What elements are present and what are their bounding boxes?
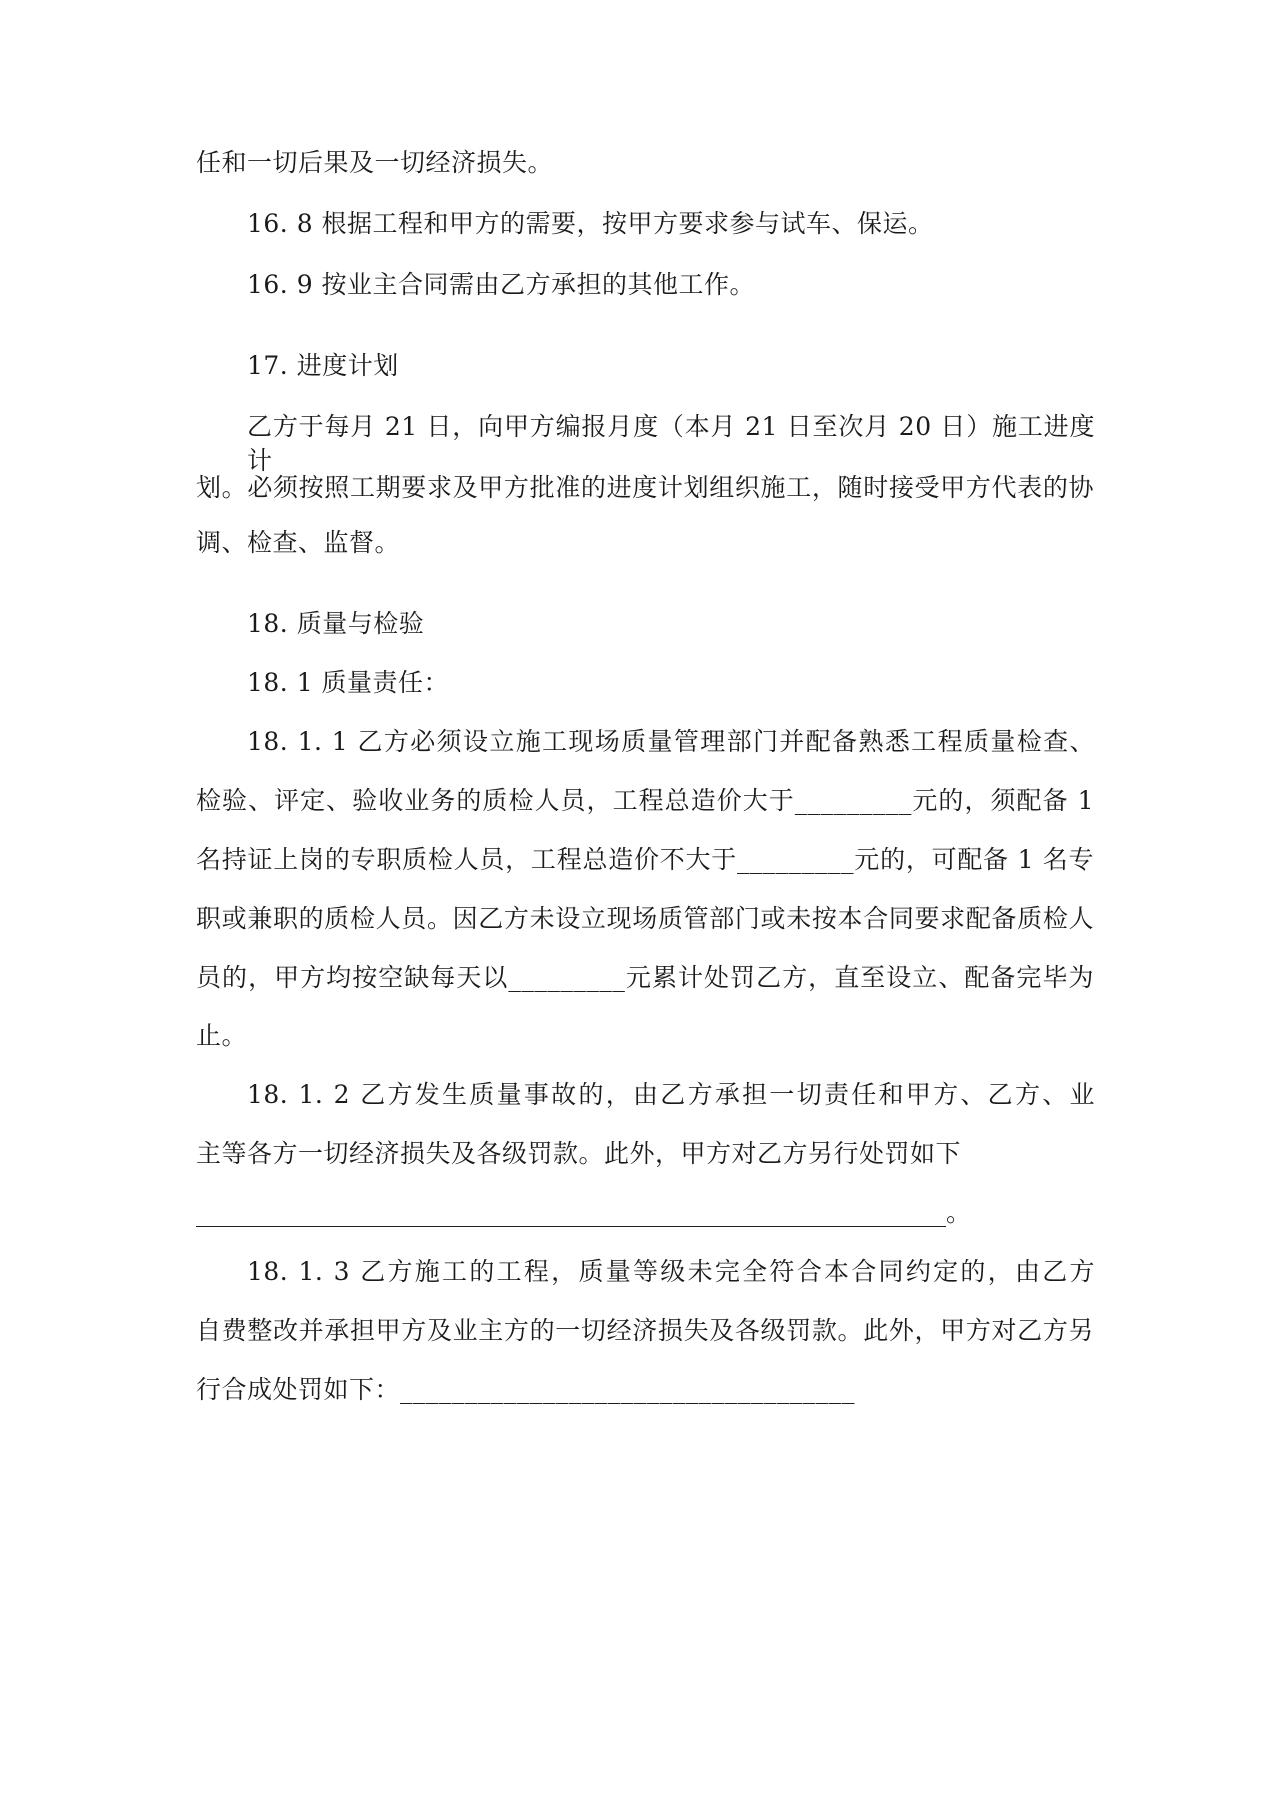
section-heading-18: 18. 质量与检验 <box>247 609 425 638</box>
clause-16-9: 16. 9 按业主合同需由乙方承担的其他工作。 <box>247 270 756 299</box>
blank-fill-line: ____________________________________________________________。 <box>196 1198 972 1227</box>
paragraph-line: 任和一切后果及一切经济损失。 <box>196 148 554 177</box>
paragraph-line: 员的，甲方均按空缺每天以_________元累计处罚乙方，直至设立、配备完毕为 <box>196 963 1094 992</box>
paragraph-line: 职或兼职的质检人员。因乙方未设立现场质管部门或未按本合同要求配备质检人 <box>196 904 1094 933</box>
clause-18-1-2: 18. 1. 2 乙方发生质量事故的，由乙方承担一切责任和甲方、乙方、业 <box>247 1080 1096 1109</box>
paragraph-line: 止。 <box>196 1021 248 1050</box>
paragraph-line: 调、检查、监督。 <box>196 528 401 557</box>
paragraph-line: 行合成处罚如下：___________________________________ <box>196 1375 856 1404</box>
clause-16-8: 16. 8 根据工程和甲方的需要，按甲方要求参与试车、保运。 <box>247 209 934 238</box>
paragraph-line: 名持证上岗的专职质检人员，工程总造价不大于_________元的，可配备 1 名专 <box>196 845 1094 874</box>
paragraph-line: 划。必须按照工期要求及甲方批准的进度计划组织施工，随时接受甲方代表的协 <box>196 473 1094 502</box>
paragraph-line: 自费整改并承担甲方及业主方的一切经济损失及各级罚款。此外，甲方对乙方另 <box>196 1316 1094 1345</box>
clause-18-1-1: 18. 1. 1 乙方必须设立施工现场质量管理部门并配备熟悉工程质量检查、 <box>247 727 1095 756</box>
section-heading-17: 17. 进度计划 <box>247 351 399 380</box>
paragraph-line: 乙方于每月 21 日，向甲方编报月度（本月 21 日至次月 20 日）施工进度计 <box>247 412 1095 475</box>
paragraph-line: 主等各方一切经济损失及各级罚款。此外，甲方对乙方另行处罚如下 <box>196 1139 962 1168</box>
clause-18-1: 18. 1 质量责任： <box>247 668 450 697</box>
clause-18-1-3: 18. 1. 3 乙方施工的工程，质量等级未完全符合本合同约定的，由乙方 <box>247 1257 1096 1286</box>
paragraph-line: 检验、评定、验收业务的质检人员，工程总造价大于_________元的，须配备 1 <box>196 786 1094 815</box>
